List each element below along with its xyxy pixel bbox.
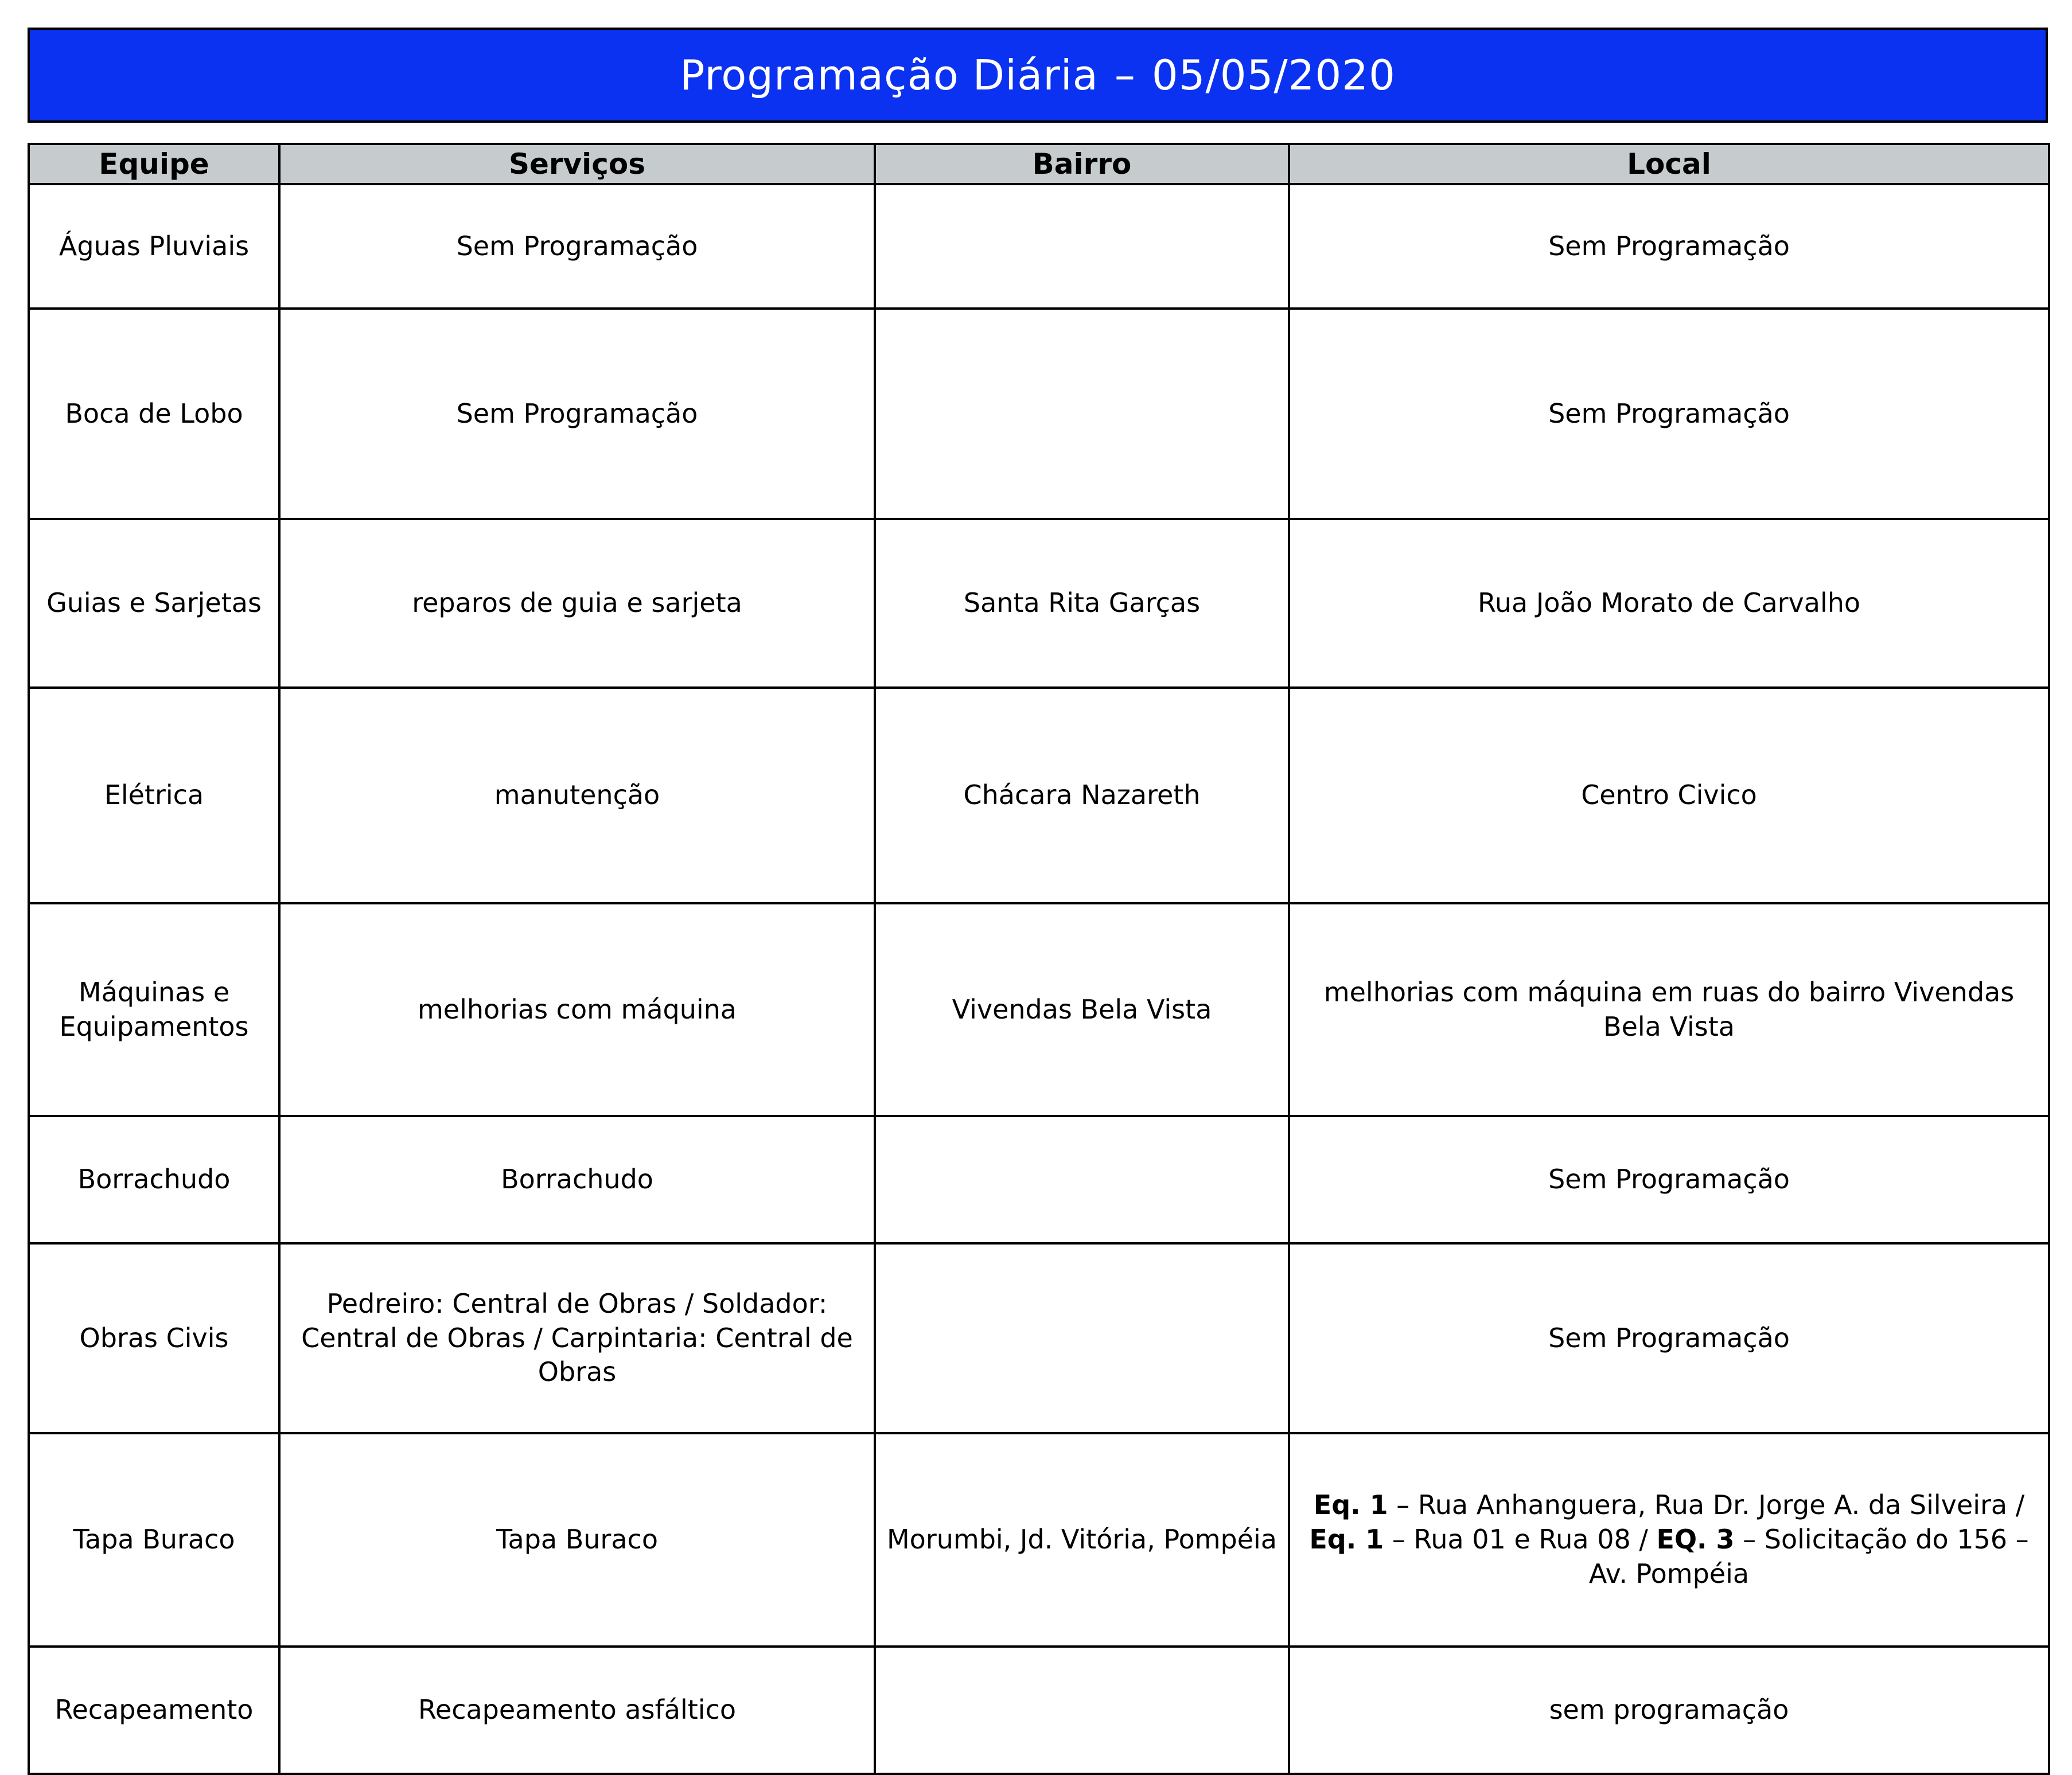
- cell-servicos: melhorias com máquina: [279, 903, 875, 1116]
- schedule-table: [28, 143, 2050, 1775]
- table-row: [29, 184, 2049, 309]
- cell-local: sem programação: [1289, 1647, 2049, 1774]
- table-row: [29, 1433, 2049, 1647]
- table-row: [29, 688, 2049, 903]
- cell-equipe: Guias e Sarjetas: [29, 519, 279, 688]
- cell-local: melhorias com máquina em ruas do bairro Vivendas Bela Vista: [1289, 903, 2049, 1116]
- cell-servicos: Sem Programação: [279, 309, 875, 519]
- table-row: [29, 1243, 2049, 1433]
- cell-equipe: Recapeamento: [29, 1647, 279, 1774]
- cell-bairro: Santa Rita Garças: [875, 519, 1289, 688]
- cell-equipe: Tapa Buraco: [29, 1433, 279, 1647]
- page-title: [28, 28, 2048, 123]
- cell-equipe: Elétrica: [29, 688, 279, 903]
- cell-local: Rua João Morato de Carvalho: [1289, 519, 2049, 688]
- cell-bairro: [875, 1243, 1289, 1433]
- table-row: [29, 519, 2049, 688]
- cell-servicos: manutenção: [279, 688, 875, 903]
- cell-equipe: Obras Civis: [29, 1243, 279, 1433]
- local-team-label: Eq. 1: [1309, 1524, 1384, 1555]
- cell-equipe: Boca de Lobo: [29, 309, 279, 519]
- cell-local: Centro Civico: [1289, 688, 2049, 903]
- cell-local: Sem Programação: [1289, 1243, 2049, 1433]
- cell-bairro: [875, 1647, 1289, 1774]
- cell-servicos: Sem Programação: [279, 184, 875, 309]
- cell-servicos: Borrachudo: [279, 1116, 875, 1243]
- cell-servicos: Pedreiro: Central de Obras / Soldador: Central de Obras / Carpintaria: Central de Obras: [279, 1243, 875, 1433]
- cell-servicos: reparos de guia e sarjeta: [279, 519, 875, 688]
- column-header-equipe: Equipe: [29, 144, 279, 184]
- cell-bairro: Chácara Nazareth: [875, 688, 1289, 903]
- cell-local: [1289, 1433, 2049, 1647]
- cell-bairro: Morumbi, Jd. Vitória, Pompéia: [875, 1433, 1289, 1647]
- table-header-row: [29, 144, 2049, 184]
- cell-equipe: Máquinas e Equipamentos: [29, 903, 279, 1116]
- table-row: [29, 1116, 2049, 1243]
- cell-bairro: Vivendas Bela Vista: [875, 903, 1289, 1116]
- cell-local: Sem Programação: [1289, 184, 2049, 309]
- cell-equipe: Águas Pluviais: [29, 184, 279, 309]
- local-detail: – Rua 01 e Rua 08 /: [1384, 1524, 1657, 1555]
- local-detail: – Solicitação do 156 – Av. Pompéia: [1588, 1524, 2029, 1589]
- cell-servicos: Recapeamento asfáltico: [279, 1647, 875, 1774]
- column-header-bairro: Bairro: [875, 144, 1289, 184]
- cell-local: Sem Programação: [1289, 309, 2049, 519]
- title-text: Programação Diária: [680, 51, 1099, 99]
- table-row: [29, 309, 2049, 519]
- cell-local: Sem Programação: [1289, 1116, 2049, 1243]
- local-team-label: EQ. 3: [1656, 1524, 1735, 1555]
- cell-equipe: Borrachudo: [29, 1116, 279, 1243]
- cell-bairro: [875, 184, 1289, 309]
- title-separator: –: [1114, 51, 1136, 99]
- title-date: 05/05/2020: [1151, 51, 1396, 99]
- column-header-servicos: Serviços: [279, 144, 875, 184]
- local-detail: – Rua Anhanguera, Rua Dr. Jorge A. da Silveira /: [1388, 1489, 2025, 1521]
- table-row: [29, 903, 2049, 1116]
- cell-servicos: Tapa Buraco: [279, 1433, 875, 1647]
- cell-bairro: [875, 1116, 1289, 1243]
- table-row: [29, 1647, 2049, 1774]
- cell-bairro: [875, 309, 1289, 519]
- local-team-label: Eq. 1: [1313, 1489, 1388, 1521]
- column-header-local: Local: [1289, 144, 2049, 184]
